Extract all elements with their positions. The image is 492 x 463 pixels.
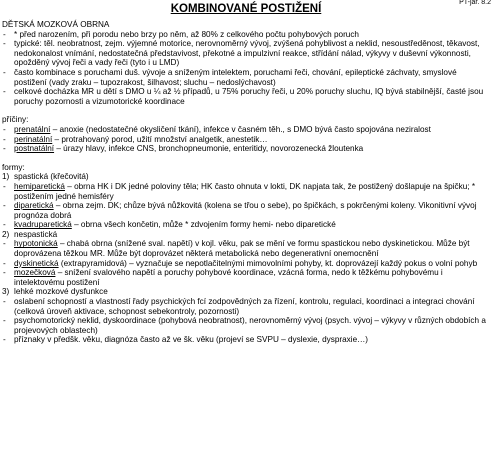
term-description: – obrna zejm. DK; chůze bývá nůžkovitá (kolena se třou o sebe), po špičkách, s pokrčenými koleny. Vikonitivní vývoj prognóza dobrá: [14, 201, 477, 220]
page-title: KOMBINOVANÉ POSTIŽENÍ: [170, 3, 322, 15]
form-group: [0, 172, 492, 230]
list-item: [0, 182, 492, 201]
list-item: - často kombinace s poruchami duš. vývoje a sníženým intelektem, poruchami řeči, chování, epileptické záchvaty, smyslové postižení (vady zraku – tupozrakost, šilhavost; sluchu – nedoslýchavost): [0, 68, 492, 87]
list-item: [0, 220, 492, 230]
section-dmo: [0, 20, 492, 106]
term: dyskinetická: [14, 258, 59, 268]
form-number: 1): [2, 172, 10, 182]
list-item: - typické: těl. neobratnost, zejm. výjemné motorice, nerovnoměrný vývoj, zvýšená pohyblivost a neklid, nesoustředěnost, těkavost, nedokonalost vnímání, nedostatečná představivost, překotné a impulzivní reakce, střídání nálad, výkyvy v duševní výkonnosti, opožděný vývoj řeči a vady řeči (tyto i u LMD): [0, 39, 492, 68]
form-sublist: [14, 239, 492, 287]
list-item: - celkové docházka MR u dětí s DMO u ¼ až ½ případů, u 75% poruchy řeči, u 20% poruchy sluchu, IQ bývá stabilnější, časté jsou poruchy pozornosti a vizumotorické koordinace: [0, 87, 492, 106]
term: mozečková: [14, 268, 56, 278]
form-sublist: [14, 182, 492, 230]
term-description: psychomotorický neklid, dyskoordinace (pohybová neobratnost), nerovnoměrný vývoj (psych. vývoj – výkyvy v různých obdobích a projevových oblastech): [14, 316, 486, 335]
list-item: [0, 316, 492, 335]
form-title: nespastická: [14, 229, 58, 239]
term: postnatální: [14, 144, 55, 154]
term-description: – chabá obrna (snížené sval. napětí) v kojl. věku, pak se mění ve formu spastickou nebo dyskinetickou. Může být doprovázena těžkou MR. Může být doprovázet některá metabolická nebo degenerativní onemocnění: [14, 239, 470, 259]
term-description: – obrna všech končetin, může * zdvojením formy hemi- nebo diparetické: [71, 220, 336, 230]
term-description: – anoxie (nedostatečné okysličení tkání), infekce v časném těh., s DMO bývá často spojována neziralost: [50, 124, 431, 134]
list-item: [0, 335, 492, 345]
list-item: [0, 125, 492, 135]
term: diparetická: [14, 201, 54, 211]
causes-heading: příčiny:: [2, 115, 29, 125]
term-description: – úrazy hlavy, infekce CNS, bronchopneumonie, enteritidy, novorozenecká žloutenka: [54, 144, 364, 154]
term-description: – obrna HK i DK jedné poloviny těla; HK často ohnuta v lokti, DK napjata tak, že postižený došlapuje na špičku; * postižením jedné hemisféry: [14, 181, 476, 201]
term: kvadruparetická: [14, 220, 72, 230]
section-heading: DĚTSKÁ MOZKOVÁ OBRNA: [2, 20, 110, 29]
term: prenatální: [14, 124, 51, 134]
page-corner-label: PT-jar. 8.2: [459, 0, 491, 6]
form-number: 3): [2, 287, 10, 297]
term: hemiparetická: [14, 181, 65, 191]
list-item: [0, 201, 492, 220]
list-item: - * před narozením, při porodu nebo brzy po něm, až 80% z celkového počtu pohybových poruch: [0, 30, 492, 40]
list-item: [0, 144, 492, 154]
term-description: oslabení schopností a vlastností řady psychických fcí zodpovědných za řízení, kontrolu, regulaci, koordinaci a integraci chování (celková úroveň aktivace, schopnost sebekontroly, pozornosti): [14, 297, 475, 316]
form-number: 2): [2, 229, 10, 239]
list-item: [0, 239, 492, 258]
term: hypotonická: [14, 239, 58, 249]
list-item: [0, 268, 492, 287]
section-forms: [0, 163, 492, 345]
list-item: [0, 135, 492, 145]
term-description: (extrapyramidová) – vyznačuje se nepotlačitelnými mimovolními pohyby, kt. doprovázejí každý pokus o volní pohyb: [58, 258, 478, 268]
section-causes: [0, 115, 492, 153]
form-group: [0, 230, 492, 288]
term-description: příznaky v předšk. věku, diagnóza často až ve šk. věku (projeví se SVPU – dyslexie, dyspraxie…): [14, 335, 369, 345]
forms-list: [0, 172, 492, 345]
form-title: lehké mozkové dysfunkce: [14, 287, 108, 297]
list-item: [0, 259, 492, 269]
form-group: [0, 287, 492, 345]
list-item: [0, 297, 492, 316]
forms-heading: formy:: [2, 162, 25, 172]
causes-list: [0, 125, 492, 154]
form-sublist: [14, 297, 492, 345]
term-description: – protrahovaný porod, užití množství analgetik, anestetik…: [52, 134, 268, 144]
dmo-list: [0, 30, 492, 107]
form-title: spastická (křečovitá): [14, 172, 89, 182]
term-description: – snížení svalového napětí a poruchy pohybové koordinace, vzácná forma, nedo k těžkému pohybovému i intelektovému postižení: [14, 268, 443, 287]
term: perinatální: [14, 134, 53, 144]
